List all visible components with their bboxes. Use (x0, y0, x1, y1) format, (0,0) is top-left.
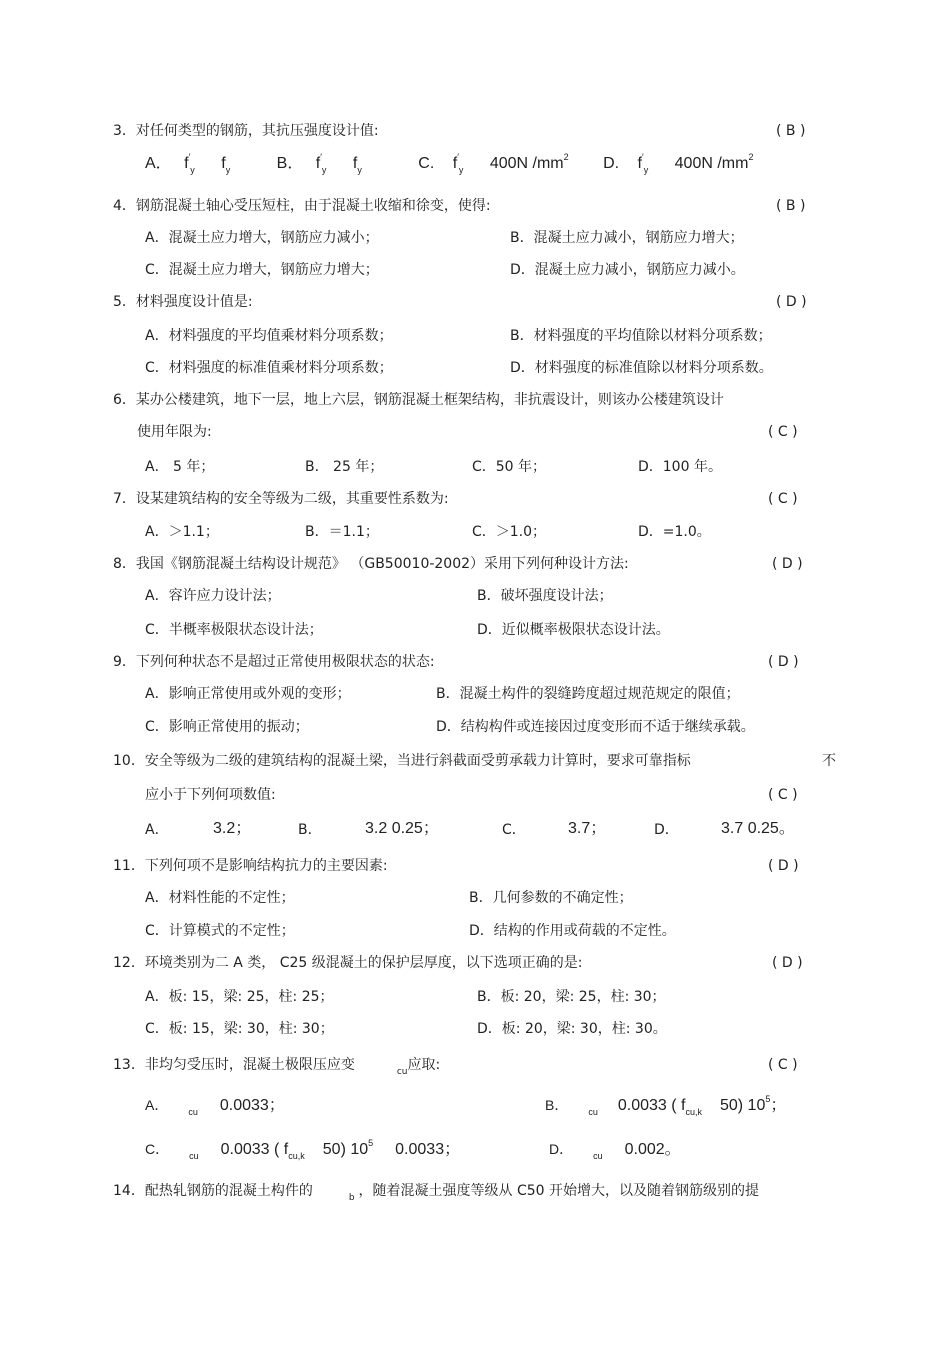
question-8-option-c: C．半概率极限状态设计法； (145, 622, 323, 638)
question-7-option-a: A．＞1.1； (145, 524, 219, 540)
question-8-stem: 8．我国《钢筋混凝土结构设计规范》 （GB50010-2002）采用下列何种设计方法: (113, 556, 629, 572)
question-8-option-d: D．近似概率极限状态设计法。 (477, 622, 670, 638)
question-4-option-a: A．混凝土应力增大，钢筋应力减小； (145, 230, 379, 246)
question-4-answer: ( B ) (776, 198, 806, 214)
question-4-stem: 4．钢筋混凝土轴心受压短柱，由于混凝土收缩和徐变，使得: (113, 198, 491, 214)
question-13-stem: 13．非均匀受压时，混凝土极限压应变 $_{cu}$应取: (113, 1057, 441, 1077)
question-10-option-d-value: 3.7 0.25。 (721, 820, 795, 837)
question-12-option-b: B．板: 20，梁: 25，柱: 30； (477, 989, 666, 1005)
question-12-answer: ( D ) (772, 955, 803, 971)
question-6-option-b: B． 25 年； (305, 459, 384, 475)
question-11-option-c: C．计算模式的不定性； (145, 923, 295, 939)
question-5-stem: 5．材料强度设计值是: (113, 294, 253, 310)
question-10-option-b-value: 3.2 0.25； (365, 820, 439, 837)
question-6-option-d: D．100 年。 (638, 459, 722, 475)
question-9-option-d: D．结构构件或连接因过度变形而不适于继续承载。 (436, 719, 755, 735)
question-9-option-b: B．混凝土构件的裂缝跨度超过规范规定的限值； (436, 686, 740, 702)
question-11-option-d: D．结构的作用或荷载的不定性。 (469, 923, 676, 939)
question-5-option-c: C．材料强度的标准值乘材料分项系数； (145, 360, 393, 376)
question-12-option-a: A．板: 15，梁: 25，柱: 25； (145, 989, 334, 1005)
question-11-option-b: B．几何参数的不确定性； (469, 890, 633, 906)
question-14-stem: 14．配热轧钢筋的混凝土构件的 $_b$ ，随着混凝土强度等级从 C50 开始增大，以及随着钢筋级别的提 (113, 1183, 760, 1203)
question-13-option-a: A． $_{cu}$ 0.0033； (145, 1097, 285, 1117)
question-5-option-b: B．材料强度的平均值除以材料分项系数； (510, 328, 772, 344)
question-3-stem: 3．对任何类型的钢筋，其抗压强度设计值: (113, 123, 379, 139)
question-6-option-a: A． 5 年； (145, 459, 215, 475)
question-10-stem-continued: 应小于下列何项数值: (145, 787, 276, 803)
question-5-option-d: D．材料强度的标准值除以材料分项系数。 (510, 360, 773, 376)
question-9-answer: ( D ) (768, 654, 799, 670)
question-12-option-d: D．板: 20，梁: 30，柱: 30。 (477, 1021, 667, 1037)
question-6-option-c: C．50 年； (472, 459, 547, 475)
question-10-option-b-label: B． (298, 822, 322, 838)
question-10-option-a-label: A． (145, 822, 169, 838)
question-10-stem: 10．安全等级为二级的建筑结构的混凝土梁，当进行斜截面受剪承载力计算时，要求可靠指标 (113, 753, 691, 769)
question-13-answer: ( C ) (768, 1057, 798, 1073)
question-3-answer: ( B ) (776, 123, 806, 139)
question-7-option-c: C．＞1.0； (472, 524, 547, 540)
question-10-answer: ( C ) (768, 787, 798, 803)
question-4-option-c: C．混凝土应力增大，钢筋应力增大； (145, 262, 379, 278)
question-5-option-a: A．材料强度的平均值乘材料分项系数； (145, 328, 393, 344)
question-8-answer: ( D ) (772, 556, 803, 572)
question-6-stem: 6．某办公楼建筑，地下一层，地上六层，钢筋混凝土框架结构，非抗震设计，则该办公楼建筑设计 (113, 392, 724, 408)
question-10-option-c-label: C． (502, 822, 526, 838)
question-11-option-a: A．材料性能的不定性； (145, 890, 295, 906)
question-7-stem: 7．设某建筑结构的安全等级为二级，其重要性系数为: (113, 491, 449, 507)
question-7-option-d: D．=1.0。 (638, 524, 711, 540)
question-10-option-a-value: 3.2； (213, 820, 252, 837)
question-9-option-a: A．影响正常使用或外观的变形； (145, 686, 351, 702)
question-12-option-c: C．板: 15，梁: 30，柱: 30； (145, 1021, 334, 1037)
question-12-stem: 12．环境类别为二 A 类， C25 级混凝土的保护层厚度，以下选项正确的是: (113, 955, 583, 971)
question-10-stem-tail: 不 (822, 753, 836, 769)
question-8-option-b: B．破坏强度设计法； (477, 588, 613, 604)
question-10-option-c-value: 3.7； (568, 820, 607, 837)
question-13-option-d: D． $_{cu}$ 0.002。 (549, 1141, 681, 1161)
question-13-option-c: C． $_{cu}$ 0.0033 ( $f_{cu,k}$ 50) $10^5$ 0.0033； (145, 1138, 461, 1161)
question-4-option-b: B．混凝土应力减小，钢筋应力增大； (510, 230, 744, 246)
question-8-option-a: A．容许应力设计法； (145, 588, 281, 604)
question-9-stem: 9．下列何种状态不是超过正常使用极限状态的状态: (113, 654, 435, 670)
question-7-option-b: B．＝1.1； (305, 524, 379, 540)
question-3-options: A． $f'_y$ $f_y$ B． $f'_y$ $f_y$ C. $f'_y$ 400N $/mm^2$ D. $f'_y$ 400N $/mm^2$ (145, 152, 754, 175)
question-5-answer: ( D ) (776, 294, 807, 310)
question-7-answer: ( C ) (768, 491, 798, 507)
question-9-option-c: C．影响正常使用的振动； (145, 719, 309, 735)
question-11-stem: 11．下列何项不是影响结构抗力的主要因素: (113, 858, 388, 874)
question-13-option-b: B． $_{cu}$ 0.0033 ( $f_{cu,k}$ 50) $10^5$； (545, 1094, 787, 1117)
question-11-answer: ( D ) (768, 858, 799, 874)
question-6-stem-continued: 使用年限为: (137, 424, 212, 440)
question-10-option-d-label: D． (654, 822, 679, 838)
question-6-answer: ( C ) (768, 424, 798, 440)
question-4-option-d: D．混凝土应力减小，钢筋应力减小。 (510, 262, 745, 278)
